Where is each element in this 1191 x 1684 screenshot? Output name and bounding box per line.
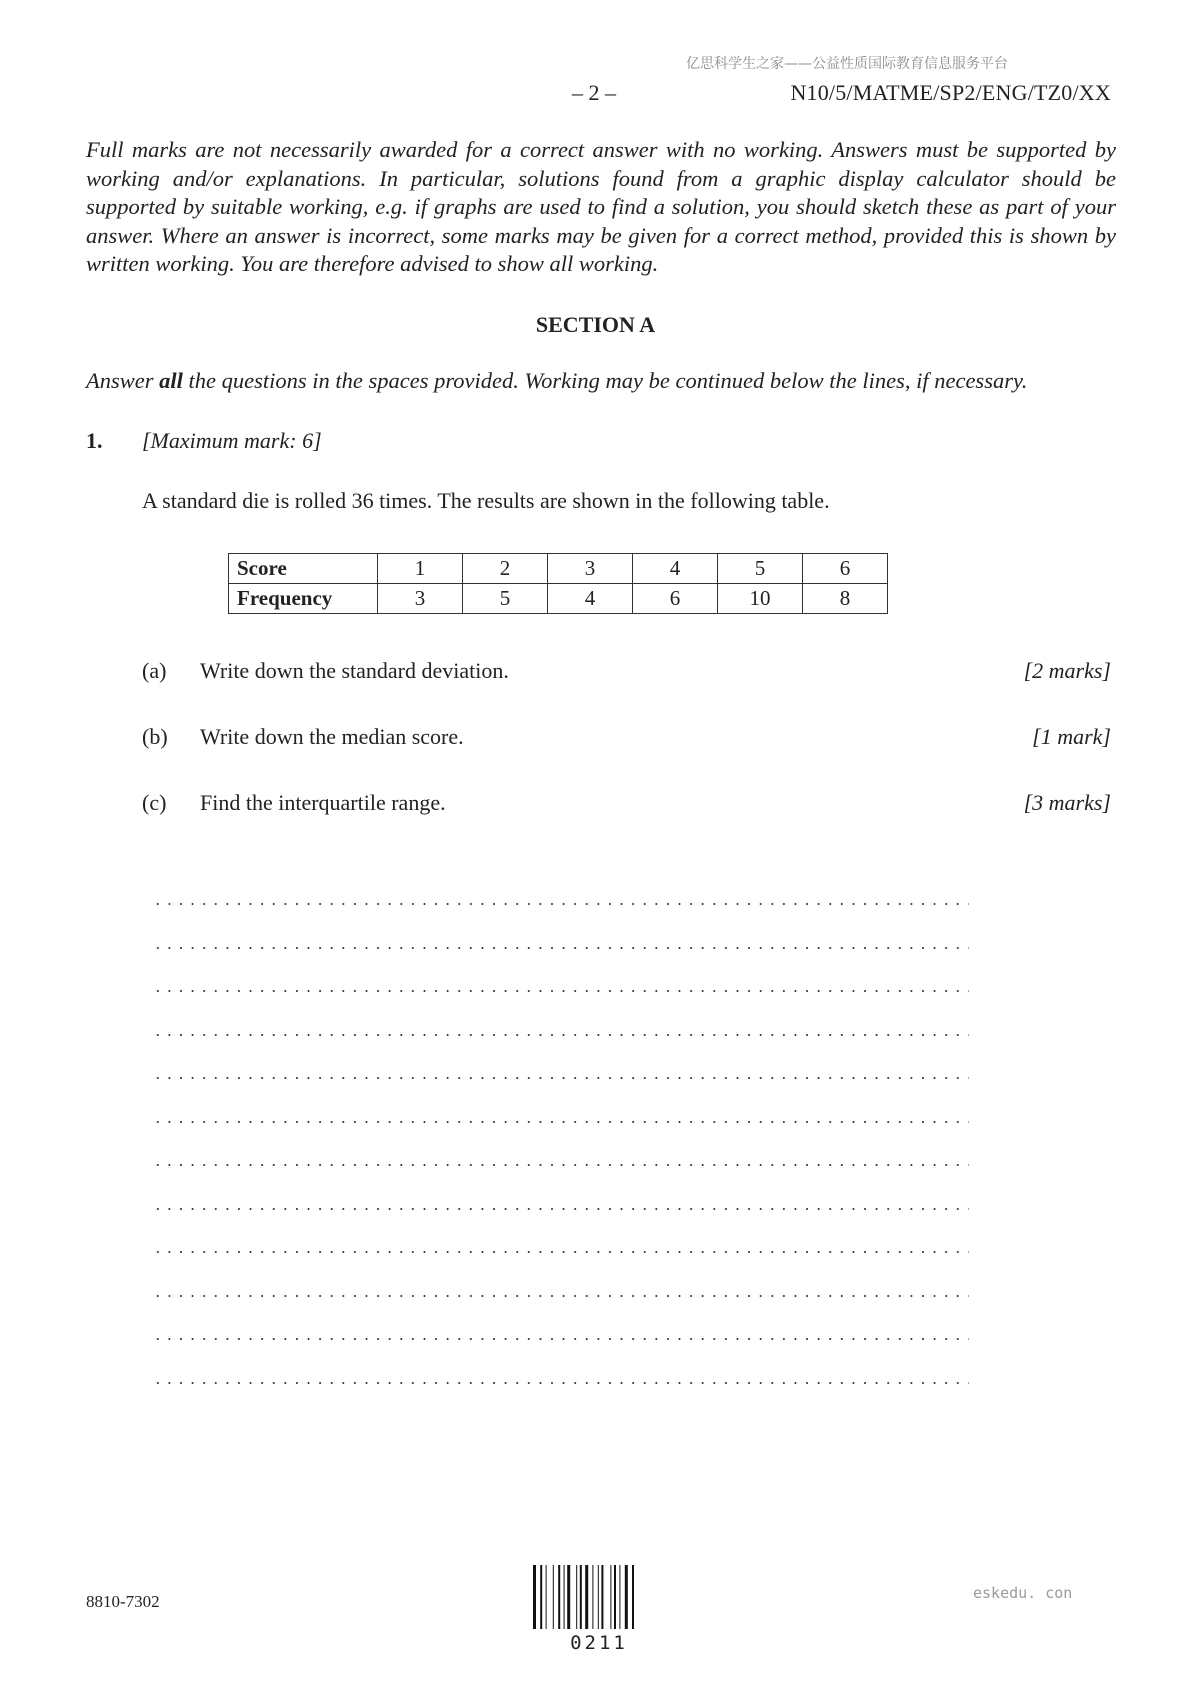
section-title: SECTION A	[535, 312, 656, 337]
barcode-bar	[558, 1565, 560, 1629]
frequency-cell: 6	[633, 584, 718, 614]
part-a-text: Write down the standard deviation.	[200, 658, 509, 683]
answer-instruction-after: the questions in the spaces provided. Working may be continued below the lines, if necessary.	[182, 368, 1028, 393]
score-row-label: Score	[229, 554, 378, 584]
footer-site: eskedu. con	[973, 1584, 1073, 1602]
barcode-bar	[632, 1565, 634, 1629]
answer-line[interactable]	[152, 1164, 969, 1166]
score-cell: 5	[718, 554, 803, 584]
answer-line[interactable]	[152, 1251, 969, 1253]
page-number: – 2 –	[572, 80, 616, 105]
barcode-bar	[567, 1565, 570, 1629]
general-instructions: Full marks are not necessarily awarded for a correct answer with no working. Answers must be supported by working and/or explanations. In particular, solutions found from a graphic display calculator should be supported by suitable working, e.g. if graphs are used to find a solution, you should sketch these as part of your answer. Where an answer is incorrect, some marks may be given for a correct method, provided this is shown by written working. You are therefore advised to show all working.	[86, 137, 1116, 276]
barcode-bar	[619, 1565, 620, 1629]
frequency-row-label: Frequency	[229, 584, 378, 614]
barcode-bar	[553, 1565, 554, 1629]
score-cell: 6	[803, 554, 888, 584]
frequency-cell: 5	[463, 584, 548, 614]
answer-line[interactable]	[152, 1338, 969, 1340]
score-cell: 4	[633, 554, 718, 584]
frequency-cell: 8	[803, 584, 888, 614]
barcode-bar	[610, 1565, 611, 1629]
part-c-text: Find the interquartile range.	[200, 790, 446, 815]
barcode-bar	[614, 1565, 616, 1629]
answer-line[interactable]	[152, 1077, 969, 1079]
part-b-label: (b)	[142, 724, 168, 749]
frequency-cell: 4	[548, 584, 633, 614]
frequency-cell: 3	[378, 584, 463, 614]
answer-line[interactable]	[152, 1121, 969, 1123]
frequency-cell: 10	[718, 584, 803, 614]
part-c-label: (c)	[142, 790, 167, 815]
barcode-bar	[601, 1565, 603, 1629]
answer-instruction	[86, 368, 1027, 394]
answer-line[interactable]	[152, 1382, 969, 1384]
footer-exam-code: 8810-7302	[86, 1592, 160, 1611]
barcode-bar	[592, 1565, 593, 1629]
part-a-marks: [2 marks]	[1023, 658, 1111, 683]
part-c-marks: [3 marks]	[1023, 790, 1111, 815]
answer-line[interactable]	[152, 947, 969, 949]
barcode	[533, 1565, 665, 1629]
answer-line[interactable]	[152, 1295, 969, 1297]
barcode-bar	[625, 1565, 628, 1629]
barcode-bar	[585, 1565, 588, 1629]
score-cell: 1	[378, 554, 463, 584]
frequency-row	[229, 584, 888, 614]
barcode-bar	[546, 1565, 547, 1629]
watermark-text: 亿思科学生之家——公益性质国际教育信息服务平台	[686, 56, 1008, 72]
barcode-bar	[540, 1565, 542, 1629]
answer-line[interactable]	[152, 1034, 969, 1036]
part-b-text: Write down the median score.	[200, 724, 464, 749]
question-number: 1.	[86, 428, 103, 453]
part-a-label: (a)	[142, 658, 167, 683]
part-b-marks: [1 mark]	[1032, 724, 1111, 749]
score-cell: 3	[548, 554, 633, 584]
barcode-bar	[598, 1565, 599, 1629]
answer-instruction-before: Answer	[86, 368, 160, 393]
score-cell: 2	[463, 554, 548, 584]
answer-line[interactable]	[152, 990, 969, 992]
question-stem: A standard die is rolled 36 times. The results are shown in the following table.	[142, 488, 830, 513]
barcode-number: 0211	[570, 1632, 628, 1654]
barcode-bar	[580, 1565, 582, 1629]
paper-code: N10/5/MATME/SP2/ENG/TZ0/XX	[790, 80, 1111, 105]
barcode-bar	[564, 1565, 565, 1629]
barcode-bar	[533, 1565, 536, 1629]
answer-instruction-bold: all	[159, 368, 183, 393]
score-row	[229, 554, 888, 584]
barcode-bar	[576, 1565, 577, 1629]
answer-line[interactable]	[152, 1208, 969, 1210]
answer-line[interactable]	[152, 903, 969, 905]
question-max-mark: [Maximum mark: 6]	[142, 428, 322, 453]
frequency-table	[228, 553, 888, 614]
